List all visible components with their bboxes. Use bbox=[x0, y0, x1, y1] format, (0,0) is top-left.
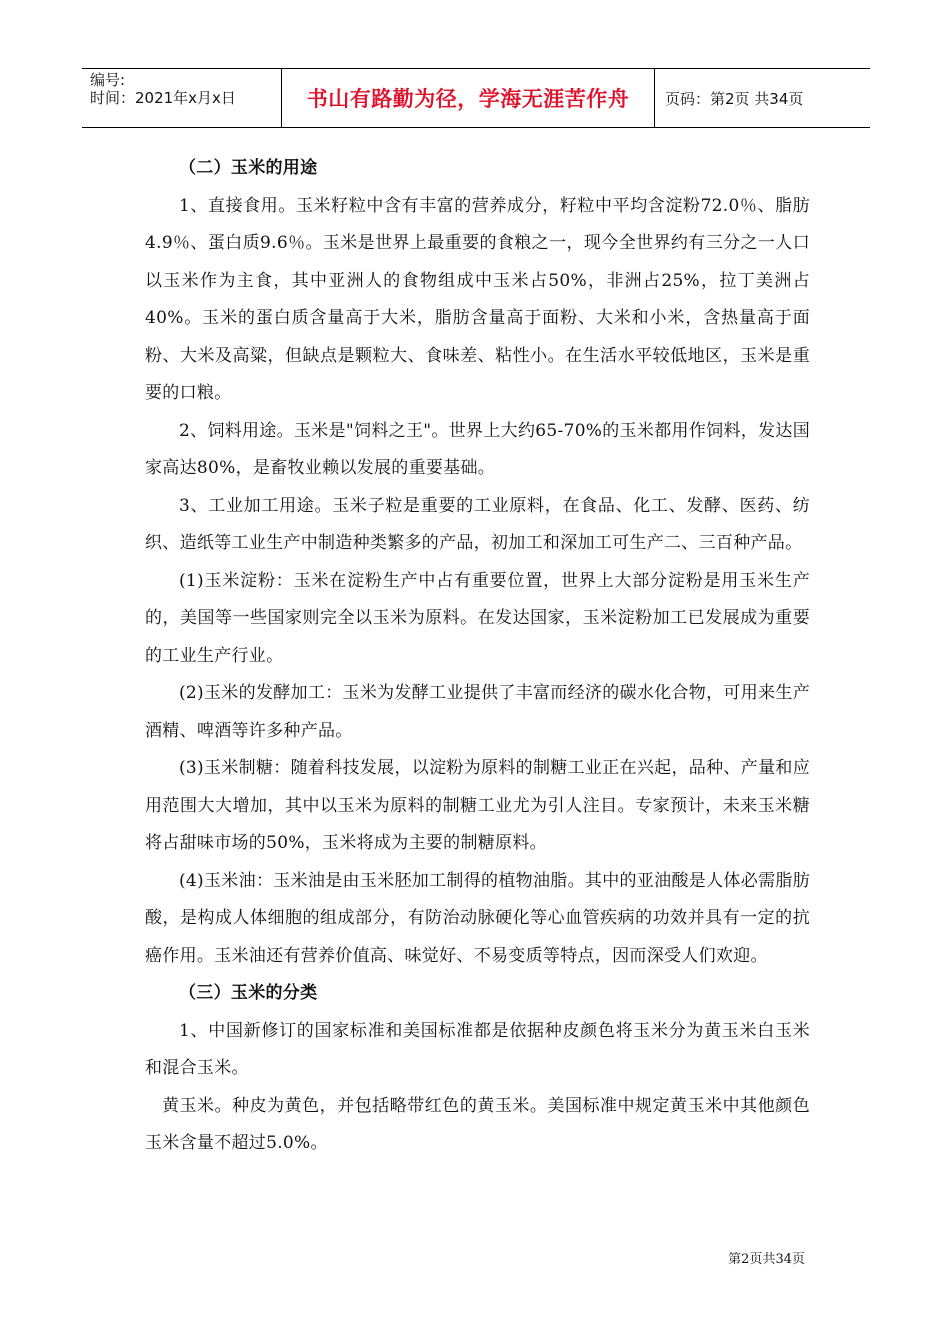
paragraph-yellow-corn: 黄玉米。种皮为黄色，并包括略带红色的黄玉米。美国标准中规定黄玉米中其他颜色玉米含量不超过5.0%。 bbox=[145, 1095, 810, 1153]
section-heading-uses: （二）玉米的用途 bbox=[179, 158, 318, 178]
header-page-info: 页码：第2页 共34页 bbox=[665, 89, 804, 108]
document-time-label: 时间：2021年x月x日 bbox=[90, 89, 236, 107]
page-header bbox=[82, 68, 870, 128]
header-motto: 书山有路勤为径，学海无涯苦作舟 bbox=[282, 69, 655, 127]
header-meta-cell bbox=[82, 69, 282, 127]
page-footer: 第2页共34页 bbox=[728, 1252, 805, 1267]
section-heading-classification: （三）玉米的分类 bbox=[179, 983, 318, 1003]
paragraph-fermentation: (2)玉米的发酵加工：玉米为发酵工业提供了丰富而经济的碳水化合物，可用来生产酒精、啤酒等许多种产品。 bbox=[145, 683, 810, 741]
paragraph-sugar: (3)玉米制糖：随着科技发展，以淀粉为原料的制糖工业正在兴起，品种、产量和应用范围大大增加，其中以玉米为原料的制糖工业尤为引人注目。专家预计，未来玉米糖将占甜味市场的50%，玉米将成为主要的制糖原料。 bbox=[145, 758, 810, 853]
paragraph-feed-use: 2、饲料用途。玉米是"饲料之王"。世界上大约65-70%的玉米都用作饲料，发达国家高达80%，是畜牧业赖以发展的重要基础。 bbox=[145, 420, 810, 478]
paragraph-direct-food: 1、直接食用。玉米籽粒中含有丰富的营养成分，籽粒中平均含淀粉72.0％、脂肪4.9％、蛋白质9.6％。玉米是世界上最重要的食粮之一，现今全世界约有三分之一人口以玉米作为主食，其中亚洲人的食物组成中玉米占50%，非洲占25%，拉丁美洲占40%。玉米的蛋白质含量高于大米，脂肪含量高于面粉、大米和小米，含热量高于面粉、大米及高粱，但缺点是颗粒大、食味差、粘性小。在生活水平较低地区，玉米是重要的口粮。 bbox=[145, 195, 810, 403]
document-body bbox=[145, 150, 810, 1163]
document-number-label: 编号: bbox=[90, 71, 126, 89]
paragraph-industrial-use: 3、工业加工用途。玉米子粒是重要的工业原料，在食品、化工、发酵、医药、纺织、造纸等工业生产中制造种类繁多的产品，初加工和深加工可生产二、三百种产品。 bbox=[145, 495, 810, 553]
paragraph-classification-standard: 1、中国新修订的国家标准和美国标准都是依据种皮颜色将玉米分为黄玉米白玉米和混合玉米。 bbox=[145, 1020, 810, 1078]
paragraph-corn-starch: (1)玉米淀粉：玉米在淀粉生产中占有重要位置，世界上大部分淀粉是用玉米生产的，美国等一些国家则完全以玉米为原料。在发达国家，玉米淀粉加工已发展成为重要的工业生产行业。 bbox=[145, 570, 810, 666]
paragraph-corn-oil: (4)玉米油：玉米油是由玉米胚加工制得的植物油脂。其中的亚油酸是人体必需脂肪酸，是构成人体细胞的组成部分，有防治动脉硬化等心血管疾病的功效并具有一定的抗癌作用。玉米油还有营养价值高、味觉好、不易变质等特点，因而深受人们欢迎。 bbox=[145, 870, 810, 966]
